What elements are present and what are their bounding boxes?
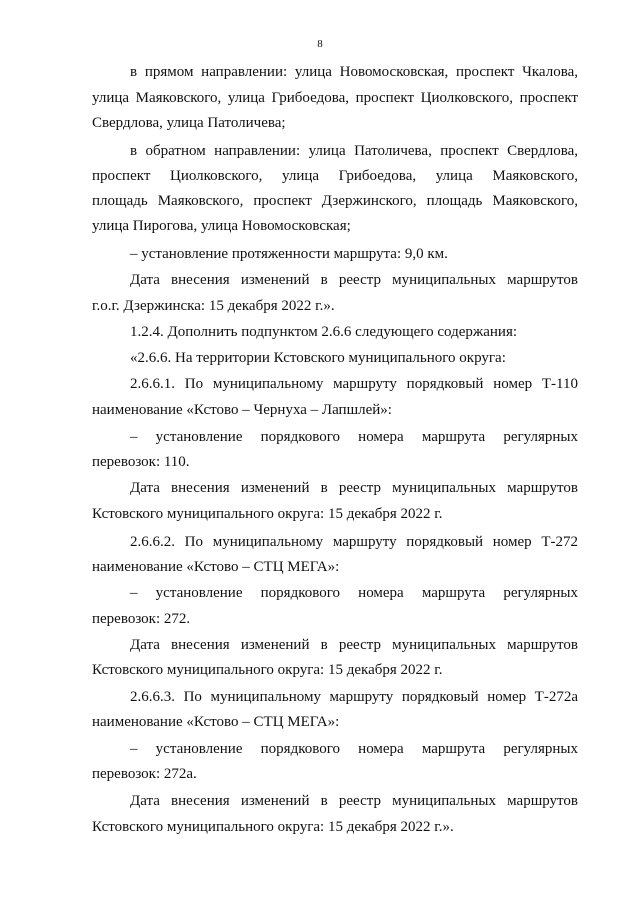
text-line: – установление порядкового номера маршрута регулярных xyxy=(130,429,578,445)
text-line: улица Пирогова, улица Новомосковская; xyxy=(92,218,351,234)
text-line: 2.6.6.1. По муниципальному маршруту порядковый номер Т-110 xyxy=(130,376,578,392)
text-line: перевозок: 272. xyxy=(92,611,191,627)
text-line: Свердлова, улица Патоличева; xyxy=(92,115,286,131)
text-line: Дата внесения изменений в реестр муниципальных маршрутов xyxy=(130,272,578,288)
text-line: улица Маяковского, улица Грибоедова, проспект Циолковского, проспект xyxy=(92,90,578,106)
text-line: – установление порядкового номера маршрута регулярных xyxy=(130,741,578,757)
text-line: Кстовского муниципального округа: 15 декабря 2022 г. xyxy=(92,506,443,522)
text-line: Кстовского муниципального округа: 15 декабря 2022 г. xyxy=(92,662,443,678)
text-line: «2.6.6. На территории Кстовского муниципального округа: xyxy=(130,350,506,366)
page-number: 8 xyxy=(317,38,323,50)
text-line: проспект Циолковского, улица Грибоедова, улица Маяковского, xyxy=(92,168,578,184)
text-line: в прямом направлении: улица Новомосковская, проспект Чкалова, xyxy=(130,64,578,80)
text-line: 2.6.6.2. По муниципальному маршруту порядковый номер Т-272 xyxy=(130,534,578,550)
text-line: г.о.г. Дзержинска: 15 декабря 2022 г.». xyxy=(92,298,335,314)
text-line: Дата внесения изменений в реестр муниципальных маршрутов xyxy=(130,793,578,809)
text-line: – установление порядкового номера маршрута регулярных xyxy=(130,585,578,601)
text-line: площадь Маяковского, проспект Дзержинского, площадь Маяковского, xyxy=(92,193,578,209)
text-line: – установление протяженности маршрута: 9,0 км. xyxy=(130,246,448,262)
text-line: наименование «Кстово – СТЦ МЕГА»: xyxy=(92,714,340,730)
text-line: перевозок: 110. xyxy=(92,454,190,470)
text-line: Дата внесения изменений в реестр муниципальных маршрутов xyxy=(130,480,578,496)
text-line: Дата внесения изменений в реестр муниципальных маршрутов xyxy=(130,637,578,653)
text-line: Кстовского муниципального округа: 15 декабря 2022 г.». xyxy=(92,819,454,835)
text-line: наименование «Кстово – Чернуха – Лапшлей»: xyxy=(92,402,392,418)
text-line: 2.6.6.3. По муниципальному маршруту порядковый номер Т-272а xyxy=(130,689,578,705)
text-line: перевозок: 272а. xyxy=(92,766,197,782)
text-line: наименование «Кстово – СТЦ МЕГА»: xyxy=(92,559,340,575)
text-line: 1.2.4. Дополнить подпунктом 2.6.6 следующего содержания: xyxy=(130,324,518,340)
text-line: в обратном направлении: улица Патоличева, проспект Свердлова, xyxy=(130,143,578,159)
